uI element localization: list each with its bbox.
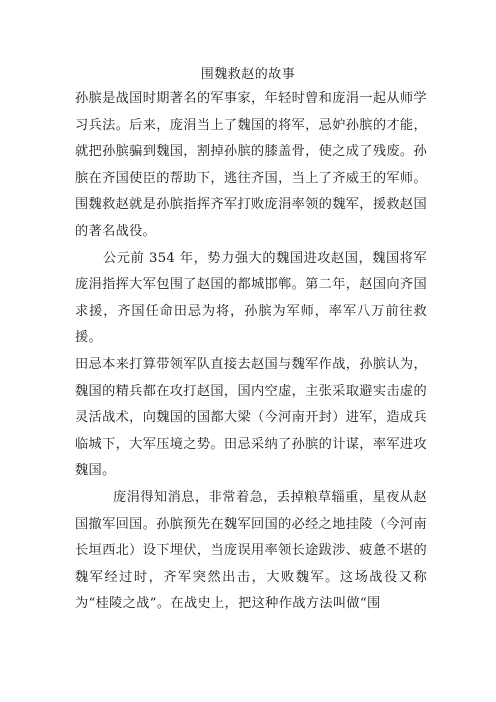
page-title: 围魏救赵的故事: [200, 67, 296, 82]
document-body: [75, 86, 427, 618]
paragraph-1: 孙膑是战国时期著名的军事家，年轻时曾和庞涓一起从师学习兵法。后来，庞涓当上了魏国的将军，忌妒孙膑的才能，就把孙膑骗到魏国，割掉孙膑的膝盖骨，使之成了残废。孙膑在齐国使臣的帮助下，逃往齐国，当上了齐威王的军师。围魏救赵就是孙膑指挥齐军打败庞涓率领的魏军，援救赵国的著名战役。: [75, 91, 427, 239]
paragraph-2: 公元前 354 年，势力强大的魏国进攻赵国，魏国将军庞涓指挥大军包围了赵国的都城邯郸。第二年，赵国向齐国求援，齐国任命田忌为将，孙膑为军师，率军八万前往救援。: [75, 250, 427, 346]
paragraph-3: 田忌本来打算带领军队直接去赵国与魏军作战，孙膑认为，魏国的精兵都在攻打赵国，国内空虚，主张采取避实击虚的灵活战术，向魏国的国都大梁（今河南开封）进军，造成兵临城下，大军压境之势。田忌采纳了孙膑的计谋，率军进攻魏国。: [75, 356, 427, 479]
paragraph-4: 庞涓得知消息，非常着急，丢掉粮草辎重，星夜从赵国撤军回国。孙膑预先在魏军回国的必经之地挂陵（今河南长垣西北）设下埋伏，当庞误用率领长途跋涉、疲惫不堪的魏军经过时，齐军突然出击，大败魏军。这场战役又称为“桂陵之战”。在战史上，把这种作战方法叫做“围: [75, 489, 427, 612]
